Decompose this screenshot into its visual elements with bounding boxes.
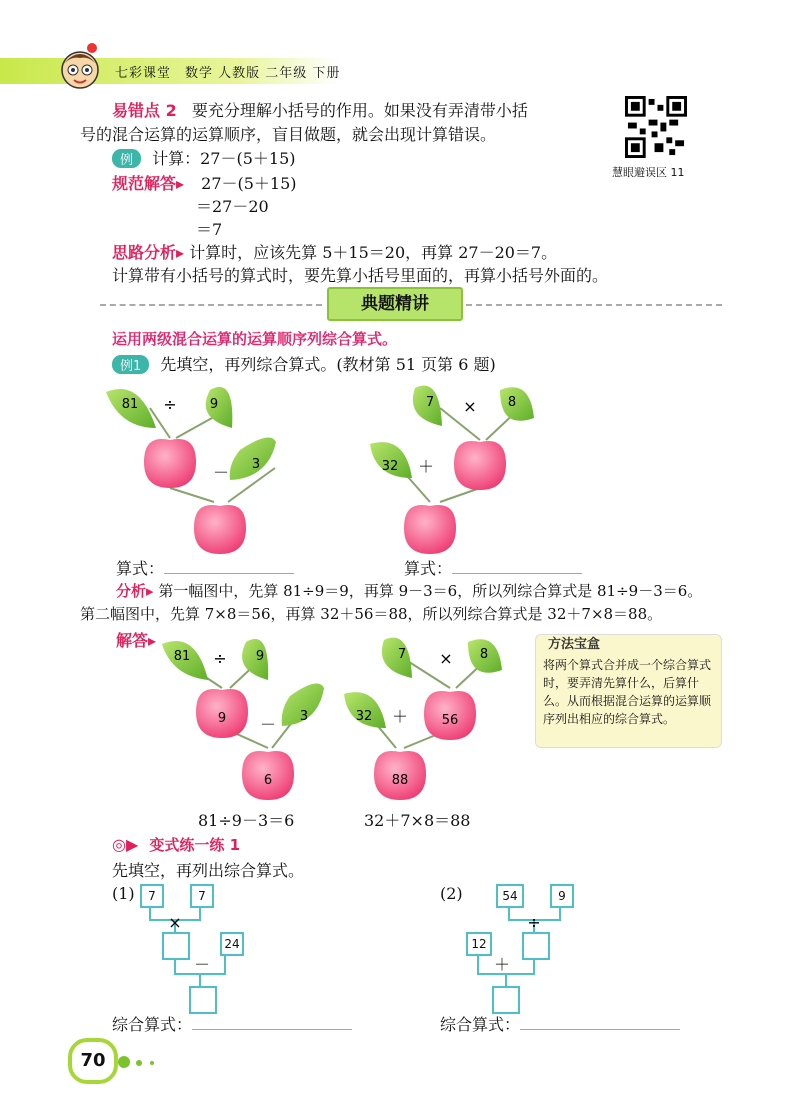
error-point-text2: 号的混合运算的运算顺序，盲目做题，就会出现计算错误。 [80,125,497,144]
answer2-op1: × [439,649,453,668]
solution-step-3: ＝7 [196,220,223,239]
apple-icon [144,439,196,488]
solution-label: 规范解答▸ [112,174,185,193]
divider-right [466,304,722,306]
formula-line-1 [116,556,294,579]
formula-line-2 [404,556,582,579]
formula-label-2: 算式： [404,559,453,578]
practice-2-formula [440,1012,680,1035]
analysis-text1: 计算时，应该先算 5＋15＝20，再算 27－20＝7。 [189,243,558,262]
tree2-leaf-c: 32 [381,459,399,474]
practice-1-box-b: 7 [190,884,214,908]
tree1-leaf-a: 81 [121,397,139,412]
apple-icon [454,441,506,490]
question-tree-1 [106,387,276,554]
practice-2-box-c: 12 [466,932,492,956]
practice-instruction: 先填空，再列出综合算式。 [112,861,305,880]
practice-1-formula-blank[interactable] [192,1029,352,1030]
tree2-leaf-b: 8 [507,395,517,410]
analysis-text2: 计算带有小括号的算式时，要先算小括号里面的，再算小括号外面的。 [112,266,609,285]
analysis-label: 思路分析▸ [112,243,185,262]
tree1-leaf-c: 3 [251,457,261,472]
answer1-bottom: 6 [263,773,273,788]
error-point-label: 易错点 2 [112,101,177,120]
answer1-op2: － [259,715,277,734]
example1-analysis-text1: 第一幅图中，先算 81÷9＝9，再算 9－3＝6，所以列综合算式是 81÷9－3＝6。 [158,582,703,600]
answer1-leaf-c: 3 [299,709,309,724]
tree1-op2: － [212,463,230,482]
answer-formula-1: 81÷9－3＝6 [198,811,295,830]
example1-question: 先填空，再列综合算式。(教材第 51 页第 6 题) [160,355,496,374]
practice-2-box-result[interactable] [492,986,520,1014]
example-tag: 例 [112,149,141,168]
practice-2-box-mid[interactable] [522,932,550,960]
tree1-leaf-b: 9 [209,397,219,412]
section-subtitle: 运用两级混合运算的运算顺序列综合算式。 [112,330,398,348]
practice-title-row [112,834,240,855]
example1-analysis-text2: 第二幅图中，先算 7×8＝56，再算 32＋56＝88，所以列综合算式是 32＋7×8＝88。 [80,605,663,623]
example1-analysis-label: 分析▸ [116,582,154,600]
practice-2-op1: ÷ [527,913,541,932]
answer-diagrams [160,630,530,802]
leaf-icon [500,387,534,421]
answer2-mid: 56 [441,713,459,728]
formula-blank-2[interactable] [452,573,582,574]
tip-title: 方法宝盒 [548,637,601,652]
answer-label: 解答▸ [116,631,157,650]
answer-tree-2 [344,638,502,800]
answer2-op2: ＋ [391,707,409,726]
answer1-mid: 9 [217,711,227,726]
practice-1-box-result[interactable] [189,986,217,1014]
error-point-text1: 要充分理解小括号的作用。如果没有弄清带小括 [191,101,528,120]
practice-2-formula-label: 综合算式： [440,1015,521,1034]
apple-icon [194,505,246,554]
section-banner: 典题精讲 [327,287,463,321]
formula-label-1: 算式： [116,559,165,578]
practice-1-box-mid[interactable] [162,932,190,960]
practice-1-box-a: 7 [140,884,164,908]
example-question: 计算：27－(5＋15) [152,149,296,168]
answer2-leaf-b: 8 [479,647,489,662]
answer2-bottom: 88 [391,773,409,788]
practice-1-number: (1) [112,884,135,903]
answer2-leaf-c: 32 [355,709,373,724]
practice-2-box-b: 9 [550,884,574,908]
answer-tree-1 [162,639,324,800]
page-dot-icon [136,1060,142,1066]
practice-1-op2: － [193,955,211,974]
question-diagrams [100,378,740,558]
tree2-op2: ＋ [417,457,435,476]
answer2-leaf-a: 7 [397,647,407,662]
practice-1-op1: × [168,913,182,932]
qr-code-icon [625,96,687,158]
divider-left [100,304,322,306]
page-number: 70 [68,1038,118,1084]
practice-2-number: (2) [440,884,463,903]
tip-text: 将两个算式合并成一个综合算式时，要弄清先算什么，后算什么。从而根据混合运算的运算顺序列出相应的综合算式。 [543,658,712,726]
question-tree-2 [370,386,534,554]
page-dot-icon [150,1061,154,1065]
answer1-op1: ÷ [213,649,227,668]
practice-2-op2: ＋ [493,955,511,974]
practice-1-formula [112,1012,352,1035]
answer1-leaf-b: 9 [255,649,265,664]
answer1-leaf-a: 81 [173,649,191,664]
formula-blank-1[interactable] [164,573,294,574]
example-row [112,146,296,169]
error-point-line1 [112,98,528,121]
solution-step-2: ＝27－20 [196,197,269,216]
practice-1-box-c: 24 [220,932,244,956]
practice-arrow-icon: ◎▶ [112,835,139,854]
practice-2-formula-blank[interactable] [520,1029,680,1030]
example1-analysis-row [116,580,702,601]
apple-icon [404,505,456,554]
tree2-leaf-a: 7 [425,395,435,410]
solution-row [112,171,297,194]
practice-2-box-a: 54 [496,884,524,908]
page-dot-icon [118,1056,130,1068]
practice-title: 变式练一练 1 [149,836,241,854]
example1-row [112,352,496,375]
analysis-row [112,240,557,263]
tree2-op1: × [463,397,477,416]
solution-step-1: 27－(5＋15) [201,174,297,193]
header-title: 七彩课堂 数学 人教版 二年级 下册 [115,66,341,81]
answer-formula-2: 32＋7×8＝88 [364,811,471,830]
practice-1-formula-label: 综合算式： [112,1015,193,1034]
mascot-icon [50,38,110,98]
tree1-op1: ÷ [163,395,177,414]
example1-tag: 例1 [112,355,149,374]
qr-caption: 慧眼避误区 11 [612,166,685,179]
